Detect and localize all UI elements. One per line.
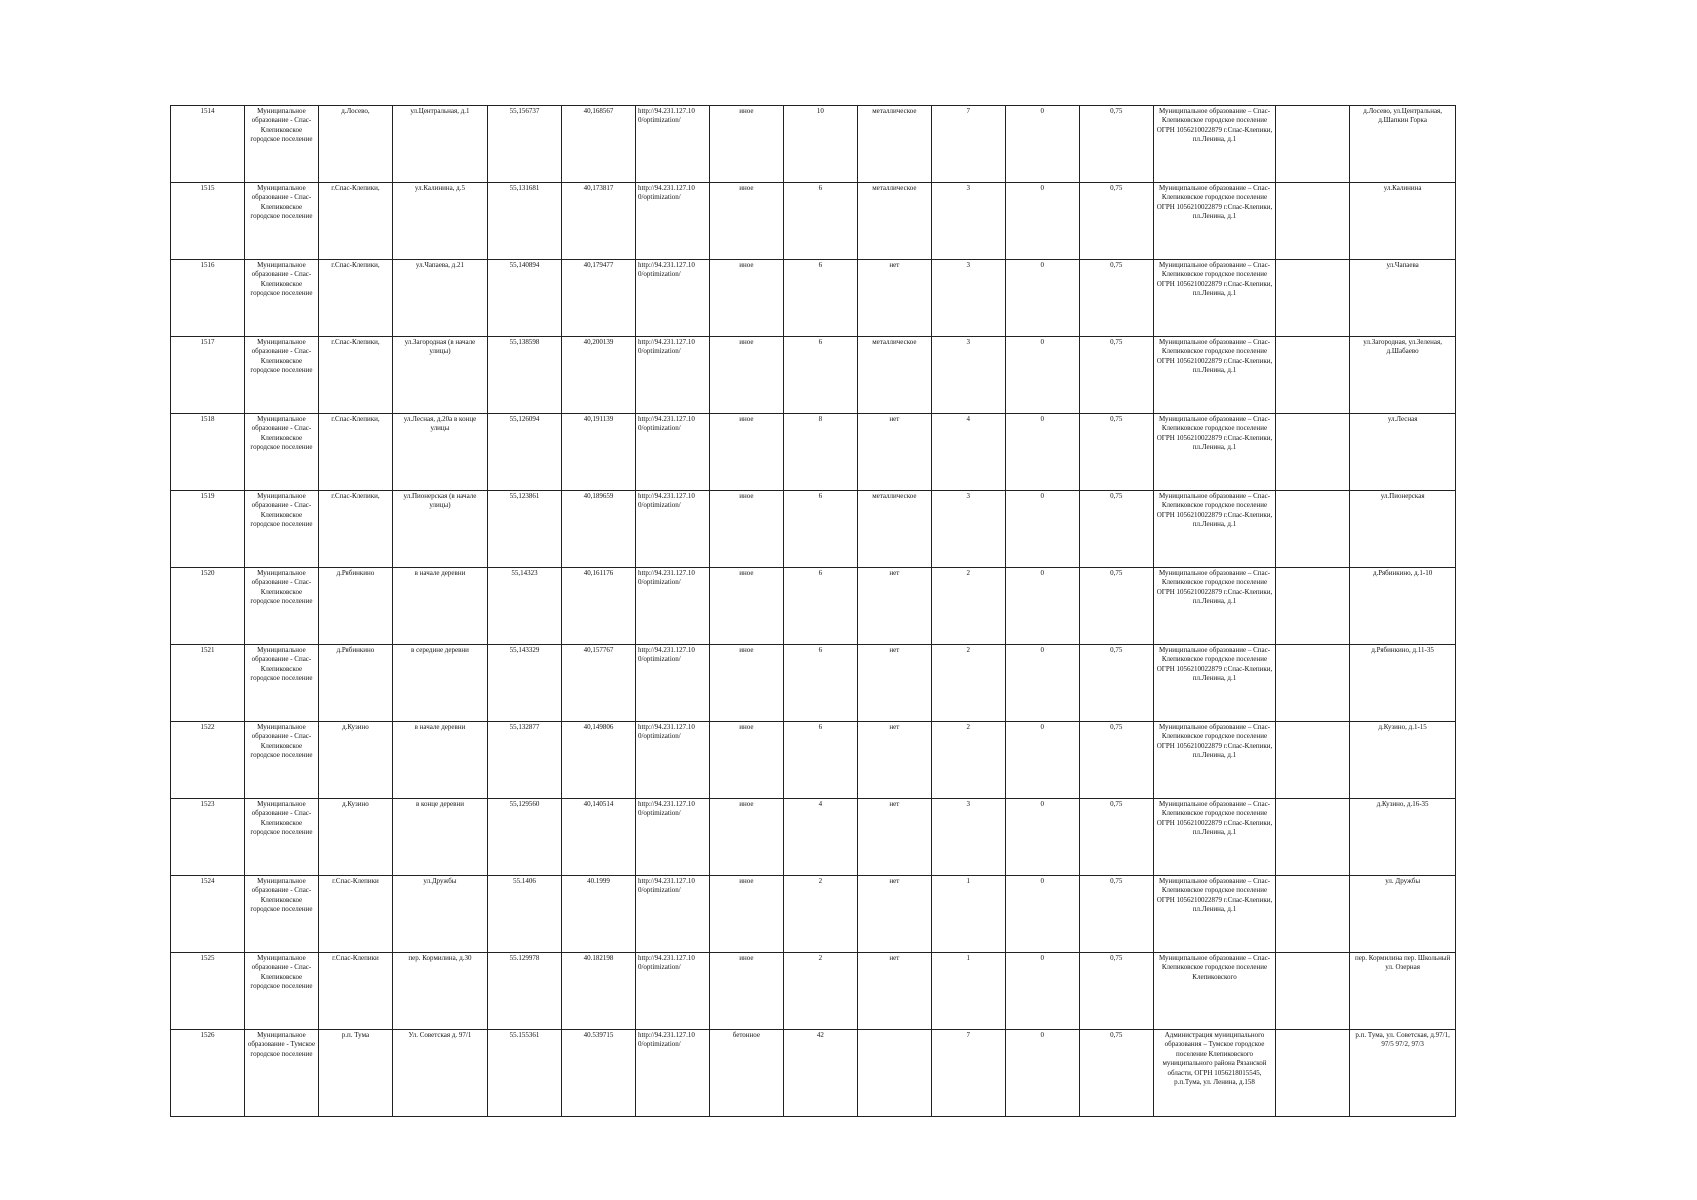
planned-container-cell: 0 [1005, 953, 1079, 1030]
fence-type-cell: нет [857, 414, 931, 491]
planned-container-cell: 0 [1005, 106, 1079, 183]
street-cell: ул.Загородная (в начале улицы) [392, 337, 487, 414]
empty-cell [1276, 645, 1350, 722]
empty-cell [1276, 260, 1350, 337]
map-link-cell: http://94.231.127.10 0/optimization/ [635, 953, 709, 1030]
latitude-cell: 55,140894 [488, 260, 562, 337]
longitude-cell: 40,157767 [561, 645, 635, 722]
row-number: 1518 [171, 414, 245, 491]
table-row [171, 337, 1456, 414]
row-number: 1516 [171, 260, 245, 337]
empty-cell [1276, 722, 1350, 799]
area-cell: 6 [783, 645, 857, 722]
empty-cell [1276, 568, 1350, 645]
container-count-cell: 1 [931, 876, 1005, 953]
table-row [171, 568, 1456, 645]
planned-container-cell: 0 [1005, 722, 1079, 799]
surface-type-cell: иное [709, 337, 783, 414]
fence-type-cell: металлическое [857, 183, 931, 260]
container-volume-cell: 0,75 [1079, 876, 1153, 953]
municipality-cell: Муниципальное образование - Спас-Клепиковское городское поселение [244, 414, 318, 491]
surface-type-cell: иное [709, 876, 783, 953]
map-link-cell: http://94.231.127.10 0/optimization/ [635, 876, 709, 953]
owner-cell: Муниципальное образование – Спас-Клепиковское городское поселение ОГРН 1056210022879 г.Спас-Клепики, пл.Ленина, д.1 [1153, 414, 1276, 491]
owner-cell: Муниципальное образование – Спас-Клепиковское городское поселение ОГРН 1056210022879 г.Спас-Клепики, пл.Ленина, д.1 [1153, 260, 1276, 337]
street-cell: ул.Пионерская (в начале улицы) [392, 491, 487, 568]
longitude-cell: 40,168567 [561, 106, 635, 183]
surface-type-cell: иное [709, 799, 783, 876]
latitude-cell: 55.129978 [488, 953, 562, 1030]
locality-cell: г.Спас-Клепики, [318, 491, 392, 568]
locality-cell: г.Спас-Клепики, [318, 337, 392, 414]
municipality-cell: Муниципальное образование - Тумское городское поселение [244, 1030, 318, 1117]
table-row [171, 260, 1456, 337]
map-link-cell: http://94.231.127.10 0/optimization/ [635, 1030, 709, 1117]
area-cell: 2 [783, 953, 857, 1030]
surface-type-cell: иное [709, 568, 783, 645]
municipality-cell: Муниципальное образование - Спас-Клепиковское городское поселение [244, 491, 318, 568]
municipality-cell: Муниципальное образование - Спас-Клепиковское городское поселение [244, 722, 318, 799]
row-number: 1525 [171, 953, 245, 1030]
owner-cell: Муниципальное образование – Спас-Клепиковское городское поселение ОГРН 1056210022879 г.Спас-Клепики, пл.Ленина, д.1 [1153, 183, 1276, 260]
row-number: 1523 [171, 799, 245, 876]
container-count-cell: 3 [931, 183, 1005, 260]
container-volume-cell: 0,75 [1079, 799, 1153, 876]
waste-sources-cell: ул. Дружбы [1350, 876, 1456, 953]
container-count-cell: 4 [931, 414, 1005, 491]
waste-sources-cell: д.Кузино, д.16-35 [1350, 799, 1456, 876]
map-link-cell: http://94.231.127.10 0/optimization/ [635, 568, 709, 645]
waste-sites-registry-table [170, 105, 1456, 1117]
row-number: 1519 [171, 491, 245, 568]
planned-container-cell: 0 [1005, 414, 1079, 491]
locality-cell: г.Спас-Клепики, [318, 183, 392, 260]
container-volume-cell: 0,75 [1079, 722, 1153, 799]
fence-type-cell: нет [857, 799, 931, 876]
area-cell: 42 [783, 1030, 857, 1117]
table-row [171, 491, 1456, 568]
container-count-cell: 3 [931, 491, 1005, 568]
owner-cell: Муниципальное образование – Спас-Клепиковское городское поселение ОГРН 1056210022879 г.Спас-Клепики, пл.Ленина, д.1 [1153, 337, 1276, 414]
area-cell: 2 [783, 876, 857, 953]
surface-type-cell: иное [709, 183, 783, 260]
row-number: 1524 [171, 876, 245, 953]
locality-cell: д.Рябинкино [318, 645, 392, 722]
planned-container-cell: 0 [1005, 183, 1079, 260]
longitude-cell: 40,140514 [561, 799, 635, 876]
planned-container-cell: 0 [1005, 1030, 1079, 1117]
municipality-cell: Муниципальное образование - Спас-Клепиковское городское поселение [244, 568, 318, 645]
table-row [171, 183, 1456, 260]
fence-type-cell: металлическое [857, 106, 931, 183]
street-cell: в начале деревни [392, 722, 487, 799]
owner-cell: Муниципальное образование – Спас-Клепиковское городское поселение ОГРН 1056210022879 г.Спас-Клепики, пл.Ленина, д.1 [1153, 722, 1276, 799]
fence-type-cell: нет [857, 645, 931, 722]
street-cell: ул.Чапаева, д.21 [392, 260, 487, 337]
locality-cell: г.Спас-Клепики [318, 876, 392, 953]
table-row [171, 414, 1456, 491]
owner-cell: Муниципальное образование – Спас-Клепиковское городское поселение Клепиковского [1153, 953, 1276, 1030]
longitude-cell: 40,200139 [561, 337, 635, 414]
container-count-cell: 2 [931, 568, 1005, 645]
waste-sources-cell: д.Лосево, ул.Центральная, д.Шапкин Горка [1350, 106, 1456, 183]
street-cell: пер. Кормилина, д.30 [392, 953, 487, 1030]
area-cell: 10 [783, 106, 857, 183]
container-volume-cell: 0,75 [1079, 568, 1153, 645]
latitude-cell: 55,129560 [488, 799, 562, 876]
empty-cell [1276, 876, 1350, 953]
fence-type-cell: нет [857, 876, 931, 953]
area-cell: 6 [783, 337, 857, 414]
owner-cell: Администрация муниципального образования – Тумское городское поселение Клепиковского муниципального района Рязанской области, ОГРН 1056218015545, р.п.Тума, ул. Ленина, д.158 [1153, 1030, 1276, 1117]
planned-container-cell: 0 [1005, 491, 1079, 568]
owner-cell: Муниципальное образование – Спас-Клепиковское городское поселение ОГРН 1056210022879 г.Спас-Клепики, пл.Ленина, д.1 [1153, 491, 1276, 568]
empty-cell [1276, 106, 1350, 183]
area-cell: 4 [783, 799, 857, 876]
empty-cell [1276, 337, 1350, 414]
latitude-cell: 55,131681 [488, 183, 562, 260]
container-count-cell: 3 [931, 799, 1005, 876]
owner-cell: Муниципальное образование – Спас-Клепиковское городское поселение ОГРН 1056210022879 г.Спас-Клепики, пл.Ленина, д.1 [1153, 876, 1276, 953]
waste-sources-cell: р.п. Тума, ул. Советская, д.97/1, 97/5 97/2, 97/3 [1350, 1030, 1456, 1117]
longitude-cell: 40.1999 [561, 876, 635, 953]
map-link-cell: http://94.231.127.10 0/optimization/ [635, 645, 709, 722]
planned-container-cell: 0 [1005, 645, 1079, 722]
row-number: 1522 [171, 722, 245, 799]
area-cell: 6 [783, 722, 857, 799]
locality-cell: р.п. Тума [318, 1030, 392, 1117]
planned-container-cell: 0 [1005, 260, 1079, 337]
area-cell: 6 [783, 183, 857, 260]
row-number: 1520 [171, 568, 245, 645]
table-row [171, 106, 1456, 183]
street-cell: ул.Центральная, д.1 [392, 106, 487, 183]
longitude-cell: 40.182198 [561, 953, 635, 1030]
table-row [171, 722, 1456, 799]
row-number: 1517 [171, 337, 245, 414]
surface-type-cell: иное [709, 491, 783, 568]
owner-cell: Муниципальное образование – Спас-Клепиковское городское поселение ОГРН 1056210022879 г.Спас-Клепики, пл.Ленина, д.1 [1153, 645, 1276, 722]
longitude-cell: 40,191139 [561, 414, 635, 491]
container-volume-cell: 0,75 [1079, 260, 1153, 337]
surface-type-cell: иное [709, 414, 783, 491]
waste-sources-cell: д.Рябинкино, д.1-10 [1350, 568, 1456, 645]
area-cell: 6 [783, 491, 857, 568]
latitude-cell: 55,156737 [488, 106, 562, 183]
latitude-cell: 55,123861 [488, 491, 562, 568]
municipality-cell: Муниципальное образование - Спас-Клепиковское городское поселение [244, 183, 318, 260]
area-cell: 6 [783, 260, 857, 337]
container-volume-cell: 0,75 [1079, 183, 1153, 260]
street-cell: в конце деревни [392, 799, 487, 876]
latitude-cell: 55,14323 [488, 568, 562, 645]
fence-type-cell: нет [857, 568, 931, 645]
owner-cell: Муниципальное образование – Спас-Клепиковское городское поселение ОГРН 1056210022879 г.Спас-Клепики, пл.Ленина, д.1 [1153, 799, 1276, 876]
empty-cell [1276, 799, 1350, 876]
map-link-cell: http://94.231.127.10 0/optimization/ [635, 183, 709, 260]
municipality-cell: Муниципальное образование - Спас-Клепиковское городское поселение [244, 106, 318, 183]
planned-container-cell: 0 [1005, 799, 1079, 876]
container-count-cell: 2 [931, 645, 1005, 722]
table-row [171, 1030, 1456, 1117]
fence-type-cell: металлическое [857, 491, 931, 568]
container-count-cell: 3 [931, 337, 1005, 414]
owner-cell: Муниципальное образование – Спас-Клепиковское городское поселение ОГРН 1056210022879 г.Спас-Клепики, пл.Ленина, д.1 [1153, 568, 1276, 645]
latitude-cell: 55,143329 [488, 645, 562, 722]
latitude-cell: 55.155361 [488, 1030, 562, 1117]
surface-type-cell: бетонное [709, 1030, 783, 1117]
container-volume-cell: 0,75 [1079, 337, 1153, 414]
street-cell: Ул. Советская д. 97/1 [392, 1030, 487, 1117]
container-count-cell: 7 [931, 1030, 1005, 1117]
row-number: 1521 [171, 645, 245, 722]
locality-cell: г.Спас-Клепики, [318, 414, 392, 491]
locality-cell: г.Спас-Клепики [318, 953, 392, 1030]
street-cell: ул.Дружбы [392, 876, 487, 953]
longitude-cell: 40,173817 [561, 183, 635, 260]
street-cell: ул.Калинина, д.5 [392, 183, 487, 260]
municipality-cell: Муниципальное образование - Спас-Клепиковское городское поселение [244, 799, 318, 876]
empty-cell [1276, 1030, 1350, 1117]
municipality-cell: Муниципальное образование - Спас-Клепиковское городское поселение [244, 645, 318, 722]
longitude-cell: 40.539715 [561, 1030, 635, 1117]
locality-cell: д.Кузино [318, 722, 392, 799]
waste-sources-cell: пер. Кормилина пер. Школьный ул. Озерная [1350, 953, 1456, 1030]
longitude-cell: 40,161176 [561, 568, 635, 645]
row-number: 1526 [171, 1030, 245, 1117]
fence-type-cell: металлическое [857, 337, 931, 414]
locality-cell: д.Лосево, [318, 106, 392, 183]
planned-container-cell: 0 [1005, 876, 1079, 953]
container-volume-cell: 0,75 [1079, 491, 1153, 568]
fence-type-cell: нет [857, 953, 931, 1030]
container-volume-cell: 0,75 [1079, 414, 1153, 491]
map-link-cell: http://94.231.127.10 0/optimization/ [635, 491, 709, 568]
latitude-cell: 55,126094 [488, 414, 562, 491]
container-volume-cell: 0,75 [1079, 953, 1153, 1030]
municipality-cell: Муниципальное образование - Спас-Клепиковское городское поселение [244, 876, 318, 953]
container-volume-cell: 0,75 [1079, 1030, 1153, 1117]
empty-cell [1276, 414, 1350, 491]
waste-sources-cell: ул.Лесная [1350, 414, 1456, 491]
waste-sources-cell: ул.Калинина [1350, 183, 1456, 260]
planned-container-cell: 0 [1005, 337, 1079, 414]
owner-cell: Муниципальное образование – Спас-Клепиковское городское поселение ОГРН 1056210022879 г.Спас-Клепики, пл.Ленина, д.1 [1153, 106, 1276, 183]
surface-type-cell: иное [709, 106, 783, 183]
empty-cell [1276, 953, 1350, 1030]
empty-cell [1276, 183, 1350, 260]
surface-type-cell: иное [709, 953, 783, 1030]
row-number: 1514 [171, 106, 245, 183]
planned-container-cell: 0 [1005, 568, 1079, 645]
area-cell: 6 [783, 568, 857, 645]
latitude-cell: 55,138598 [488, 337, 562, 414]
fence-type-cell: нет [857, 260, 931, 337]
container-count-cell: 2 [931, 722, 1005, 799]
latitude-cell: 55.1406 [488, 876, 562, 953]
locality-cell: г.Спас-Клепики, [318, 260, 392, 337]
surface-type-cell: иное [709, 722, 783, 799]
fence-type-cell: нет [857, 722, 931, 799]
municipality-cell: Муниципальное образование - Спас-Клепиковское городское поселение [244, 337, 318, 414]
map-link-cell: http://94.231.127.10 0/optimization/ [635, 799, 709, 876]
row-number: 1515 [171, 183, 245, 260]
map-link-cell: http://94.231.127.10 0/optimization/ [635, 722, 709, 799]
street-cell: ул.Лесная, д.20а в конце улицы [392, 414, 487, 491]
waste-sources-cell: ул.Пионерская [1350, 491, 1456, 568]
map-link-cell: http://94.231.127.10 0/optimization/ [635, 337, 709, 414]
waste-sources-cell: ул.Чапаева [1350, 260, 1456, 337]
waste-sources-cell: ул.Загородная, ул.Зеленая, д.Шабаево [1350, 337, 1456, 414]
locality-cell: д.Рябинкино [318, 568, 392, 645]
locality-cell: д.Кузино [318, 799, 392, 876]
map-link-cell: http://94.231.127.10 0/optimization/ [635, 106, 709, 183]
waste-sources-cell: д.Кузино, д.1-15 [1350, 722, 1456, 799]
map-link-cell: http://94.231.127.10 0/optimization/ [635, 414, 709, 491]
waste-sources-cell: д.Рябинкино, д.11-35 [1350, 645, 1456, 722]
municipality-cell: Муниципальное образование - Спас-Клепиковское городское поселение [244, 953, 318, 1030]
longitude-cell: 40,189659 [561, 491, 635, 568]
registry-body [171, 106, 1456, 1117]
surface-type-cell: иное [709, 260, 783, 337]
container-volume-cell: 0,75 [1079, 645, 1153, 722]
surface-type-cell: иное [709, 645, 783, 722]
container-count-cell: 3 [931, 260, 1005, 337]
street-cell: в середине деревни [392, 645, 487, 722]
table-row [171, 645, 1456, 722]
container-count-cell: 7 [931, 106, 1005, 183]
street-cell: в начале деревни [392, 568, 487, 645]
municipality-cell: Муниципальное образование - Спас-Клепиковское городское поселение [244, 260, 318, 337]
fence-type-cell [857, 1030, 931, 1117]
table-row [171, 876, 1456, 953]
container-volume-cell: 0,75 [1079, 106, 1153, 183]
table-row [171, 799, 1456, 876]
map-link-cell: http://94.231.127.10 0/optimization/ [635, 260, 709, 337]
table-row [171, 953, 1456, 1030]
longitude-cell: 40,149806 [561, 722, 635, 799]
longitude-cell: 40,179477 [561, 260, 635, 337]
container-count-cell: 1 [931, 953, 1005, 1030]
area-cell: 8 [783, 414, 857, 491]
latitude-cell: 55,132877 [488, 722, 562, 799]
empty-cell [1276, 491, 1350, 568]
